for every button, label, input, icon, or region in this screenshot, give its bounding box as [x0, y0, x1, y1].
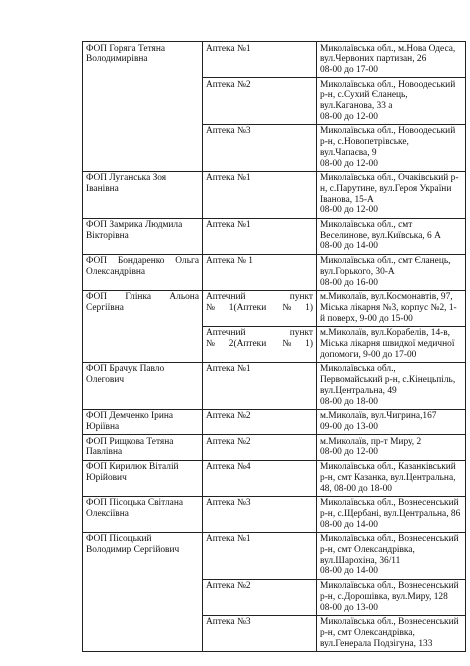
pharmacy-cell	[203, 532, 317, 579]
pharmacy-cell	[203, 326, 317, 362]
cell-text-line: р-н, с.Сухий Єланець,	[320, 90, 408, 101]
address-cell	[317, 218, 466, 254]
address-cell	[317, 171, 466, 218]
table-row	[83, 254, 466, 290]
cell-text-line: ФОП Бондаренко Ольга	[86, 256, 199, 267]
cell-text-line: Сергіївна	[86, 302, 124, 313]
cell-text-line: Миколаївська обл., Вознесенський	[320, 617, 459, 628]
cell-text-line: №2(Аптеки №1)	[206, 339, 313, 350]
address-cell	[317, 326, 466, 362]
cell-text-line: м.Миколаїв, вул.Корабелів, 14-в,	[320, 328, 451, 339]
cell-text-line: р-н, смт Олександрівка,	[320, 627, 415, 638]
owner-cell	[83, 409, 203, 434]
cell-text-line: Миколаївська обл., Новоодеський	[320, 126, 456, 137]
cell-text-line: р-н, смт Казанка, вул.Центральна,	[320, 472, 456, 483]
cell-text-line: Миколаївська обл.,	[320, 364, 396, 375]
cell-text-line: 09-00 до 13-00	[320, 422, 378, 432]
cell-text-line: ФОП Луганська Зоя	[86, 173, 167, 184]
owner-cell	[83, 42, 203, 172]
cell-text-line: 08-00 до 12-00	[320, 158, 378, 169]
cell-text-line: ФОП Пісоцька Світлана	[86, 498, 184, 509]
cell-text-line: ФОП Демченко Ірина	[86, 411, 174, 422]
address-cell	[317, 78, 466, 125]
table-row	[83, 171, 466, 218]
cell-text-line: 08-00 до 12-00	[320, 447, 378, 458]
cell-text-line: 08-00 до 14-00	[320, 241, 378, 252]
table-row	[83, 362, 466, 409]
pharmacy-cell	[203, 579, 317, 615]
table-row	[83, 496, 466, 532]
address-cell	[317, 254, 466, 290]
cell-text-line: Аптека №4	[206, 462, 251, 473]
cell-text-line: Миколаївська обл., м.Нова Одеса,	[320, 43, 456, 54]
cell-text-line: ФОП Брачук Павло	[86, 364, 165, 375]
cell-text-line: Миколаївська обл., Вознесенський	[320, 581, 459, 592]
address-cell	[317, 42, 466, 78]
owner-cell	[83, 532, 203, 651]
cell-text-line: ФОП Горяга Тетяна	[86, 43, 166, 54]
cell-text-line: 08-00 до 12-00	[320, 111, 378, 122]
pharmacy-cell	[203, 615, 317, 651]
table-row	[83, 532, 466, 579]
cell-text-line: 08-00 до 16-00	[320, 277, 378, 288]
cell-text-line: Павлівна	[86, 447, 123, 458]
cell-text-line: Іванова, 15-А	[320, 194, 374, 205]
cell-text-line: Міська лікарня №3, корпус №2, 1-	[320, 302, 457, 313]
cell-text-line: Олегович	[86, 375, 125, 386]
cell-text-line: Миколаївська обл., Вознесенський	[320, 498, 459, 509]
cell-text-line: 08-00 до 14-00	[320, 566, 378, 577]
cell-text-line: ФОП Рищкова Тетяна	[86, 436, 174, 447]
pharmacy-cell	[203, 124, 317, 171]
table-row	[83, 290, 466, 326]
cell-text-line: Володимир Сергійович	[86, 545, 180, 556]
cell-text-line: Вікторівна	[86, 230, 129, 241]
address-cell	[317, 579, 466, 615]
owner-cell	[83, 435, 203, 460]
pharmacy-cell	[203, 254, 317, 290]
address-cell	[317, 435, 466, 460]
pharmacy-cell	[203, 171, 317, 218]
cell-text-line: Аптека №2	[206, 436, 251, 447]
cell-text-line: вул.Центральна, 49	[320, 385, 397, 396]
cell-text-line: р-н, с.Щербані, вул.Центральна, 86	[320, 508, 461, 519]
cell-text-line: р-н, с.Дорошівка, вул.Миру, 128	[320, 591, 448, 602]
cell-text-line: Юрійович	[86, 472, 127, 483]
cell-text-line: Аптека №3	[206, 617, 251, 628]
pharmacy-cell	[203, 435, 317, 460]
pharmacy-cell	[203, 218, 317, 254]
cell-text-line: Аптечний пункт	[206, 328, 313, 339]
pharmacy-table-body	[83, 42, 466, 652]
cell-text-line: Олександрівна	[86, 266, 146, 277]
table-row	[83, 409, 466, 434]
owner-cell	[83, 171, 203, 218]
pharmacy-cell	[203, 409, 317, 434]
owner-cell	[83, 362, 203, 409]
cell-text-line: м.Миколаїв, вул.Чигрина,167	[320, 411, 437, 422]
cell-text-line: №1(Аптеки №1)	[206, 302, 313, 313]
cell-text-line: Аптека №1	[206, 43, 251, 54]
cell-text-line: Первомайський р-н, с.Кінецьпіль,	[320, 375, 456, 386]
pharmacy-cell	[203, 496, 317, 532]
table-row	[83, 218, 466, 254]
cell-text-line: ФОП Пісоцький	[86, 534, 152, 545]
address-cell	[317, 615, 466, 651]
cell-text-line: 48, 08-00 до 18-00	[320, 483, 392, 494]
cell-text-line: Миколаївська обл., Очаківський р-	[320, 173, 459, 184]
cell-text-line: й поверх, 9-00 до 15-00	[320, 313, 413, 324]
cell-text-line: 08-00 до 14-00	[320, 519, 378, 530]
cell-text-line: вул.Горького, 30-А	[320, 266, 395, 277]
cell-text-line: Олексіївна	[86, 508, 129, 519]
cell-text-line: Аптека №3	[206, 126, 251, 137]
cell-text-line: Миколаївська обл., Новоодеський	[320, 79, 456, 90]
pharmacy-cell	[203, 460, 317, 496]
pharmacy-cell	[203, 42, 317, 78]
address-cell	[317, 460, 466, 496]
cell-text-line: м.Миколаїв, пр-т Миру, 2	[320, 436, 422, 447]
cell-text-line: Юріївна	[86, 422, 120, 432]
address-cell	[317, 290, 466, 326]
cell-text-line: Миколаївська обл., смт Єланець,	[320, 256, 451, 267]
owner-cell	[83, 218, 203, 254]
cell-text-line: ФОП Кирилюк Віталій	[86, 462, 179, 473]
cell-text-line: 08-00 до 17-00	[320, 64, 378, 75]
cell-text-line: р-н, смт Олександрівка,	[320, 545, 415, 556]
cell-text-line: вул.Чапаєва, 9	[320, 147, 377, 158]
cell-text-line: Миколаївська обл., смт	[320, 220, 413, 231]
owner-cell	[83, 254, 203, 290]
cell-text-line: Аптечний пункт	[206, 292, 313, 303]
cell-text-line: вул.Червоних партизан, 26	[320, 54, 427, 65]
cell-text-line: Володимирівна	[86, 54, 148, 65]
cell-text-line: Аптека №1	[206, 220, 251, 231]
cell-text-line: 08-00 до 13-00	[320, 602, 378, 613]
cell-text-line: н, с.Парутине, вул.Героя України	[320, 183, 452, 194]
cell-text-line: Аптека № 1	[206, 256, 253, 267]
cell-text-line: Веселинове, вул.Київська, 6 А	[320, 230, 441, 241]
owner-cell	[83, 496, 203, 532]
address-cell	[317, 362, 466, 409]
table-row	[83, 42, 466, 78]
address-cell	[317, 532, 466, 579]
owner-cell	[83, 290, 203, 362]
cell-text-line: Миколаївська обл., Вознесенський	[320, 534, 459, 545]
cell-text-line: Миколаївська обл., Казанківський	[320, 462, 456, 473]
cell-text-line: Аптека №2	[206, 581, 251, 592]
cell-text-line: р-н, с.Новопетрівське,	[320, 137, 409, 148]
address-cell	[317, 409, 466, 434]
table-row	[83, 460, 466, 496]
cell-text-line: вул.Шарохіна, 36/11	[320, 555, 401, 566]
cell-text-line: 08-00 до 12-00	[320, 205, 378, 216]
table-row	[83, 435, 466, 460]
owner-cell	[83, 460, 203, 496]
address-cell	[317, 124, 466, 171]
cell-text-line: м.Миколаїв, вул.Космонавтів, 97,	[320, 292, 453, 303]
cell-text-line: вул.Каганова, 33 а	[320, 101, 393, 112]
cell-text-line: вул.Генерала Подзігуна, 133	[320, 638, 433, 649]
cell-text-line: Аптека №2	[206, 411, 251, 422]
document-page	[82, 41, 461, 652]
cell-text-line: ФОП Глінка Альона	[86, 292, 199, 303]
cell-text-line: Аптека №1	[206, 534, 251, 545]
cell-text-line: Аптека №1	[206, 364, 251, 375]
cell-text-line: Аптека №2	[206, 79, 251, 90]
pharmacy-table	[82, 41, 466, 652]
cell-text-line: 08-00 до 18-00	[320, 396, 378, 407]
address-cell	[317, 496, 466, 532]
cell-text-line: Аптека №3	[206, 498, 251, 509]
cell-text-line: Аптека №1	[206, 173, 251, 184]
cell-text-line: Міська лікарня швидкої медичної	[320, 339, 455, 350]
pharmacy-cell	[203, 362, 317, 409]
pharmacy-cell	[203, 78, 317, 125]
cell-text-line: Іванівна	[86, 183, 119, 194]
pharmacy-cell	[203, 290, 317, 326]
cell-text-line: ФОП Замрика Людмила	[86, 220, 183, 231]
cell-text-line: допомоги, 9-00 до 17-00	[320, 349, 417, 360]
